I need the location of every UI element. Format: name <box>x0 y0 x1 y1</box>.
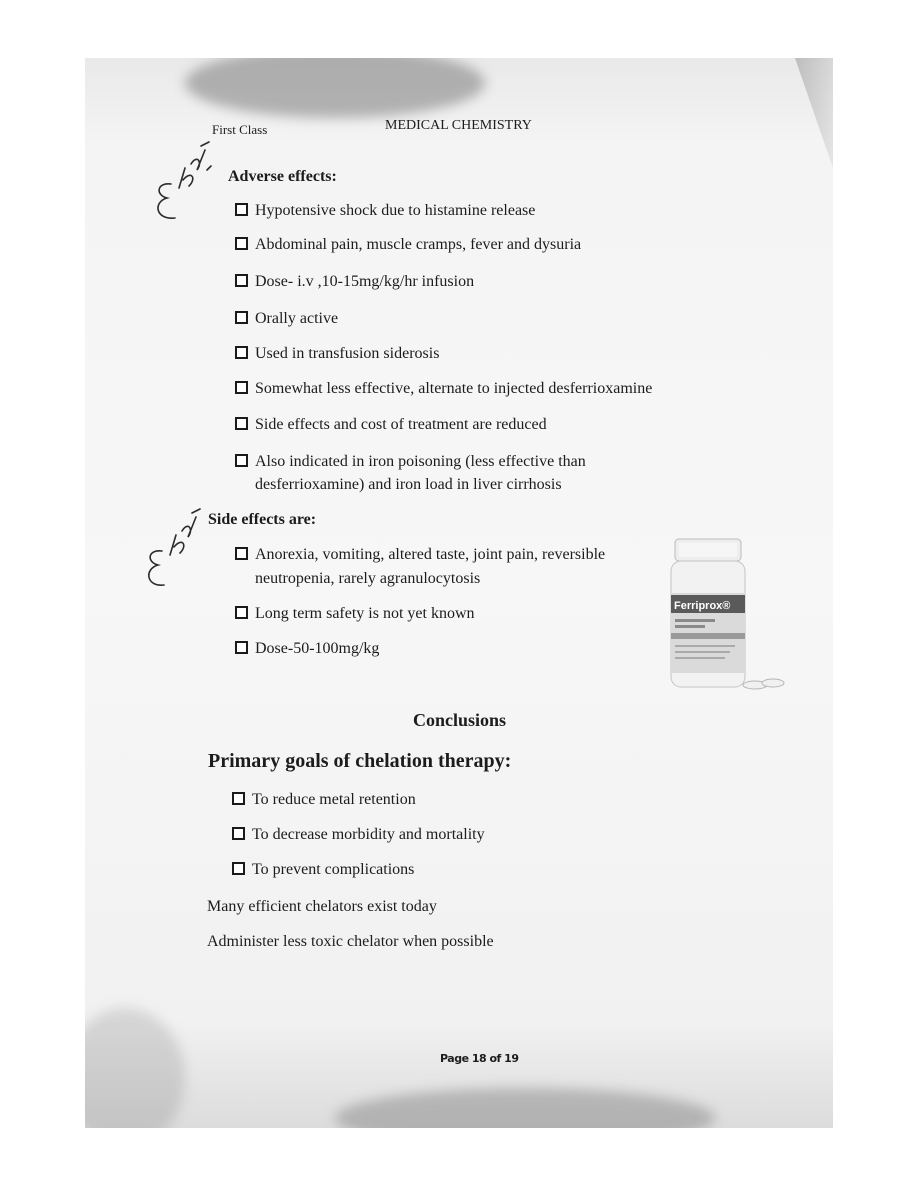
checkbox-bullet-icon <box>235 641 248 654</box>
header-subject-title: MEDICAL CHEMISTRY <box>385 118 532 133</box>
list-item-text: Side effects and cost of treatment are reduced <box>255 416 547 433</box>
checkbox-bullet-icon <box>235 203 248 216</box>
checkbox-bullet-icon <box>235 606 248 619</box>
conclusion-note: Administer less toxic chelator when possible <box>207 933 494 950</box>
scan-smudge-bottom <box>335 1088 715 1128</box>
list-item-text: Abdominal pain, muscle cramps, fever and dysuria <box>255 236 582 253</box>
checkbox-bullet-icon <box>235 547 248 560</box>
conclusions-title: Conclusions <box>413 710 507 730</box>
page-number: Page 18 of 19 <box>440 1052 519 1065</box>
list-item-text: Long term safety is not yet known <box>255 605 475 622</box>
scan-smudge-left <box>85 1008 185 1128</box>
list-item-text: Anorexia, vomiting, altered taste, joint pain, reversible <box>255 546 606 563</box>
bottle-label-text: Ferriprox® <box>674 600 731 612</box>
primary-goals-heading: Primary goals of chelation therapy: <box>208 750 512 772</box>
list-item-text: To decrease morbidity and mortality <box>252 826 485 843</box>
scan-smudge-top <box>185 58 485 118</box>
list-item-text: Orally active <box>255 310 339 327</box>
header-class-label: First Class <box>212 122 268 137</box>
checkbox-bullet-icon <box>235 274 248 287</box>
list-item-text: Used in transfusion siderosis <box>255 345 440 362</box>
pill-shape <box>762 679 784 687</box>
list-item-text: To prevent complications <box>252 861 415 878</box>
checkbox-bullet-icon <box>235 346 248 359</box>
conclusion-note: Many efficient chelators exist today <box>207 898 437 915</box>
checkbox-bullet-icon <box>235 381 248 394</box>
list-item-text: To reduce metal retention <box>252 791 416 808</box>
checkbox-bullet-icon <box>235 454 248 467</box>
list-item-text: neutropenia, rarely agranulocytosis <box>255 570 481 587</box>
side-effects-heading: Side effects are: <box>208 511 317 528</box>
checkbox-bullet-icon <box>232 862 245 875</box>
handwritten-note-1 <box>145 140 215 225</box>
checkbox-bullet-icon <box>235 237 248 250</box>
list-item-text: Hypotensive shock due to histamine release <box>255 202 536 219</box>
checkbox-bullet-icon <box>232 792 245 805</box>
list-item-text: Also indicated in iron poisoning (less effective than <box>255 453 586 470</box>
handwritten-note-2 <box>140 505 210 590</box>
list-item-text: Dose- i.v ,10-15mg/kg/hr infusion <box>255 273 475 290</box>
checkbox-bullet-icon <box>232 827 245 840</box>
medicine-bottle-image <box>665 535 795 695</box>
checkbox-bullet-icon <box>235 311 248 324</box>
list-item-text: desferrioxamine) and iron load in liver cirrhosis <box>255 476 562 493</box>
list-item-text: Somewhat less effective, alternate to injected desferrioxamine <box>255 380 653 397</box>
adverse-effects-heading: Adverse effects: <box>228 168 337 185</box>
list-item-text: Dose-50-100mg/kg <box>255 640 380 657</box>
checkbox-bullet-icon <box>235 417 248 430</box>
